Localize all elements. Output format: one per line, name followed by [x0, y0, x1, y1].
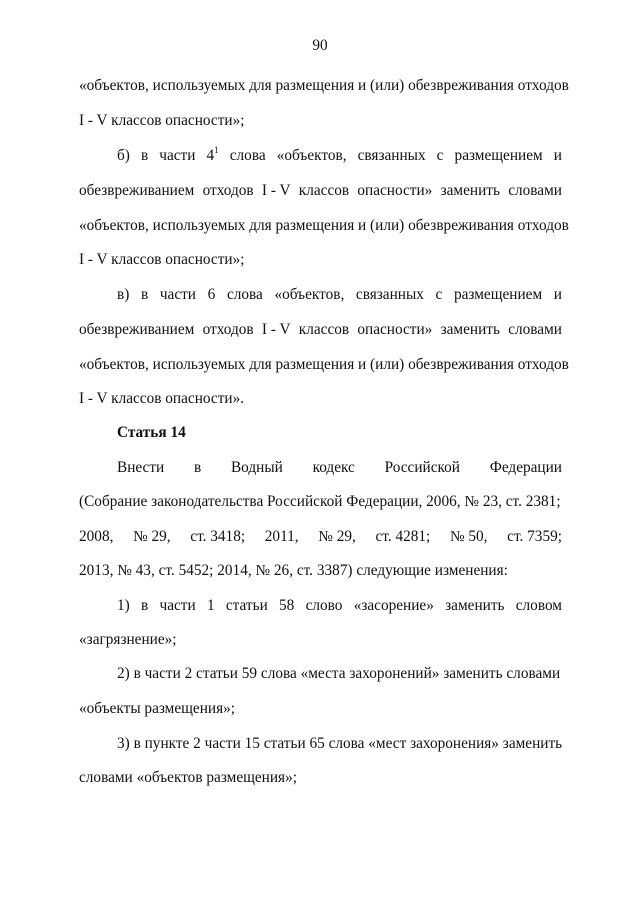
word: «объектов,: [276, 147, 347, 164]
word: в): [117, 286, 130, 303]
word: части: [159, 286, 196, 303]
word: и: [553, 147, 562, 164]
article-heading: Статья 14: [117, 424, 186, 441]
text-line: словами «объектов размещения»;: [79, 769, 297, 786]
text-line-justified: [117, 459, 562, 477]
word: опасности»: [357, 321, 433, 338]
word-with-superscript: $4^1$: [206, 145, 219, 164]
word: Водный: [230, 459, 283, 476]
word: части: [159, 597, 196, 614]
page-number: 90: [312, 37, 328, 54]
word: слова: [229, 147, 266, 164]
word: Внести: [117, 459, 165, 476]
word: словом: [515, 597, 562, 614]
text-line: I - V классов опасности»;: [79, 112, 245, 129]
word: статьи: [225, 597, 268, 614]
text-line-justified: [79, 182, 562, 200]
word: I - V: [261, 321, 291, 338]
word: ст. 7359;: [507, 528, 562, 545]
word: размещением: [454, 147, 543, 164]
word: № 29,: [133, 528, 171, 545]
word: в: [141, 597, 149, 614]
text-line-justified: [117, 597, 562, 615]
word: с: [435, 286, 443, 303]
word: части: [159, 147, 196, 164]
word: 6: [207, 286, 216, 303]
text-line-justified: [117, 286, 562, 304]
text-line: 2013, № 43, ст. 5452; 2014, № 26, ст. 3387) следующие изменения:: [79, 562, 508, 579]
text-line: «объекты размещения»;: [79, 700, 236, 717]
word: отходов: [202, 182, 254, 199]
word: размещением: [453, 286, 543, 303]
word: 58: [279, 597, 295, 614]
word: обезвреживанием: [79, 321, 195, 338]
word: обезвреживанием: [79, 182, 195, 199]
text-line: (Собрание законодательства Российской Федерации, 2006, № 23, ст. 2381;: [79, 493, 561, 510]
text-line: «загрязнение»;: [79, 631, 177, 648]
text-line: I - V классов опасности»;: [79, 251, 245, 268]
word: отходов: [202, 321, 254, 338]
word: 1: [206, 597, 215, 614]
word: заменить: [440, 321, 500, 338]
text-line: 2) в части 2 статьи 59 слова «места захоронений» заменить словами: [117, 665, 561, 682]
word: ст. 3418;: [190, 528, 246, 545]
word: № 29,: [318, 528, 356, 545]
word: словами: [508, 321, 562, 338]
word: в: [140, 147, 149, 164]
word: 2011,: [264, 528, 299, 545]
word: классов: [298, 321, 350, 338]
word: с: [436, 147, 444, 164]
word: опасности»: [357, 182, 433, 199]
superscript: 1: [214, 145, 219, 155]
text-line-justified: [79, 321, 562, 339]
word: «засорение»: [353, 597, 434, 614]
word: «объектов,: [274, 286, 345, 303]
word: классов: [298, 182, 350, 199]
word: 2008,: [79, 528, 114, 545]
word: заменить: [440, 182, 500, 199]
word: заменить: [445, 597, 505, 614]
word: Российской: [384, 459, 460, 476]
word: б): [117, 147, 130, 164]
word: в: [193, 459, 202, 476]
word: слова: [226, 286, 263, 303]
text-line: I - V классов опасности».: [79, 390, 245, 407]
text-line: «объектов, используемых для размещения и (или) обезвреживания отходов: [79, 217, 569, 234]
word: слово: [305, 597, 343, 614]
text-line: 3) в пункте 2 части 15 статьи 65 слова «мест захоронения» заменить: [117, 735, 563, 752]
word: связанных: [357, 147, 426, 164]
word: I - V: [261, 182, 291, 199]
word: связанных: [355, 286, 424, 303]
word: ст. 4281;: [375, 528, 431, 545]
word: в: [140, 286, 149, 303]
word: кодекс: [312, 459, 355, 476]
word: № 50,: [449, 528, 488, 545]
text-line: «объектов, используемых для размещения и (или) обезвреживания отходов: [79, 77, 569, 94]
text-line-justified: [79, 528, 562, 546]
word: Федерации: [489, 459, 562, 476]
text-line: «объектов, используемых для размещения и (или) обезвреживания отходов: [79, 356, 569, 373]
word: словами: [508, 182, 562, 199]
word: и: [553, 286, 562, 303]
text-line-justified: [117, 147, 562, 165]
word: 1): [117, 597, 130, 614]
